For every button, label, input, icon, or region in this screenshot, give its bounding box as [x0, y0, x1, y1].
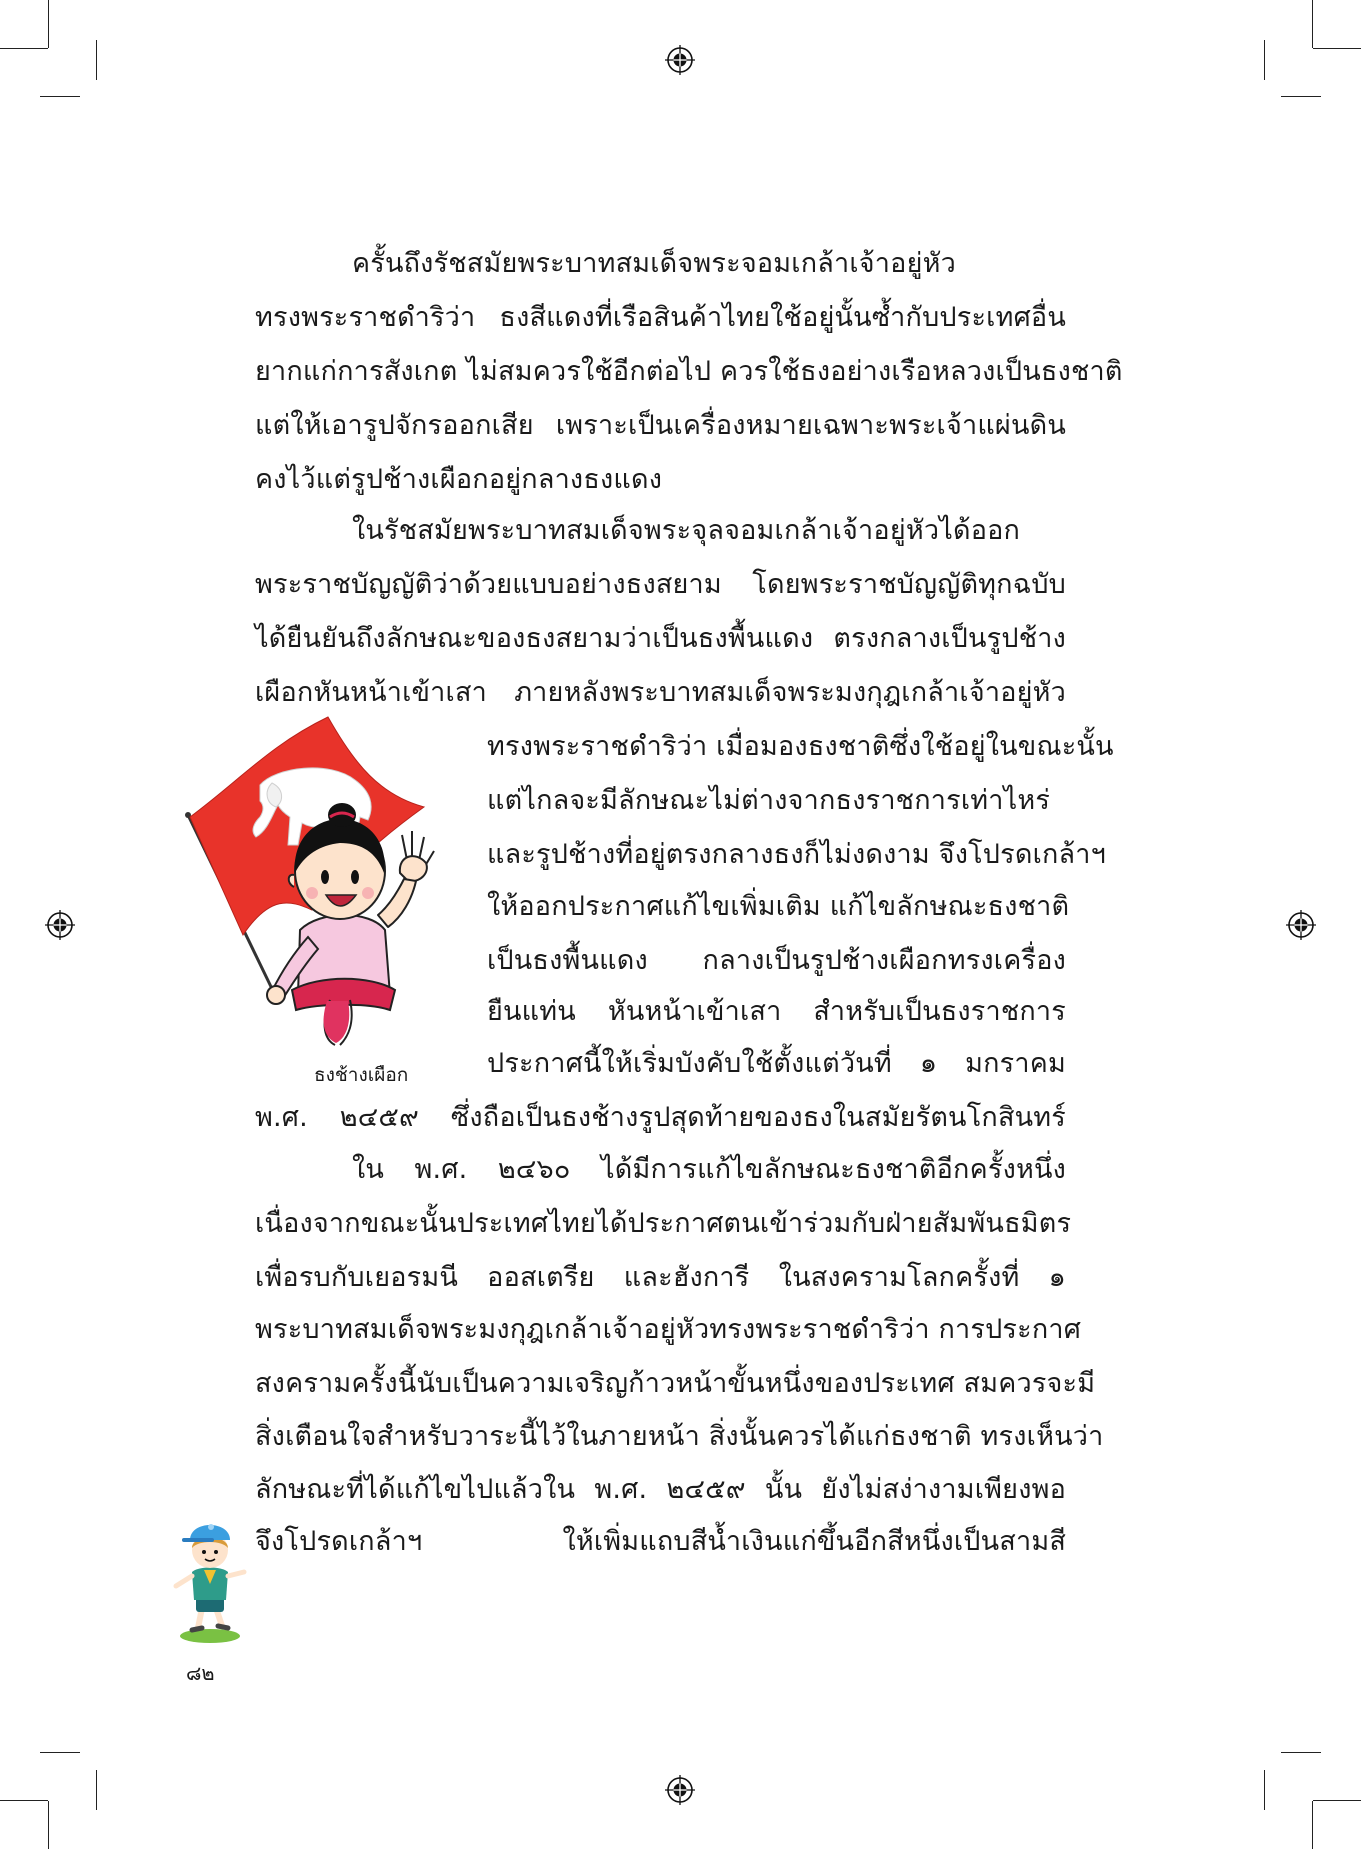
text-line: จึงโปรดเกล้าฯ ให้เพิ่มแถบสีน้ำเงินแก่ขึ้นอีกสีหนึ่งเป็นสามสี: [255, 1526, 1066, 1557]
text-line: และรูปช้างที่อยู่ตรงกลางธงก็ไม่งดงาม จึงโปรดเกล้าฯ: [487, 839, 1107, 870]
crop-mark: [1264, 1770, 1265, 1810]
text-line: ยากแก่การสังเกต ไม่สมควรใช้อีกต่อไป ควรใช้ธงอย่างเรือหลวงเป็นธงชาติ: [255, 356, 1123, 387]
crop-mark: [1313, 1800, 1361, 1801]
crop-mark: [1281, 96, 1321, 97]
crop-mark: [48, 1801, 49, 1849]
text-line: เนื่องจากขณะนั้นประเทศไทยได้ประกาศตนเข้าร่วมกับฝ่ายสัมพันธมิตร: [255, 1208, 1072, 1239]
text-line: ทรงพระราชดำริว่า เมื่อมองธงชาติซึ่งใช้อยู่ในขณะนั้น: [487, 731, 1114, 762]
crop-mark: [40, 96, 80, 97]
page-number: ๘๒: [186, 1661, 215, 1685]
crop-mark: [1264, 40, 1265, 80]
text-line: พระราชบัญญัติว่าด้วยแบบอย่างธงสยาม โดยพระราชบัญญัติทุกฉบับ: [255, 569, 1066, 600]
crop-mark: [1312, 0, 1313, 48]
registration-mark-icon: [1286, 910, 1316, 940]
crop-mark: [96, 40, 97, 80]
text-line: ในรัชสมัยพระบาทสมเด็จพระจุลจอมเกล้าเจ้าอยู่หัวได้ออก: [352, 515, 1021, 546]
text-line: ได้ยืนยันถึงลักษณะของธงสยามว่าเป็นธงพื้นแดง ตรงกลางเป็นรูปช้าง: [255, 623, 1066, 654]
girl-with-elephant-flag-illustration: [180, 705, 450, 1055]
text-line: เผือกหันหน้าเข้าเสา ภายหลังพระบาทสมเด็จพระมงกุฎเกล้าเจ้าอยู่หัว: [255, 677, 1066, 708]
text-line: ทรงพระราชดำริว่า ธงสีแดงที่เรือสินค้าไทยใช้อยู่นั้นซ้ำกับประเทศอื่น: [255, 302, 1066, 333]
text-line: แต่ให้เอารูปจักรออกเสีย เพราะเป็นเครื่องหมายเฉพาะพระเจ้าแผ่นดิน: [255, 410, 1066, 441]
text-line: คงไว้แต่รูปช้างเผือกอยู่กลางธงแดง: [255, 464, 663, 495]
registration-mark-icon: [665, 1775, 695, 1805]
crop-mark: [0, 48, 48, 49]
figure-caption: ธงช้างเผือก: [314, 1064, 409, 1086]
text-line: ประกาศนี้ให้เริ่มบังคับใช้ตั้งแต่วันที่ ๑ มกราคม: [487, 1048, 1066, 1079]
text-line: สงครามครั้งนี้นับเป็นความเจริญก้าวหน้าขั้นหนึ่งของประเทศ สมควรจะมี: [255, 1368, 1096, 1399]
text-line: ใน พ.ศ. ๒๔๖๐ ได้มีการแก้ไขลักษณะธงชาติอีกครั้งหนึ่ง: [352, 1154, 1066, 1185]
boy-scout-mascot-illustration: [170, 1510, 250, 1645]
crop-mark: [48, 0, 49, 48]
text-line: ลักษณะที่ได้แก้ไขไปแล้วใน พ.ศ. ๒๔๕๙ นั้น ยังไม่สง่างามเพียงพอ: [255, 1474, 1066, 1505]
crop-mark: [0, 1800, 48, 1801]
text-line: พระบาทสมเด็จพระมงกุฎเกล้าเจ้าอยู่หัวทรงพระราชดำริว่า การประกาศ: [255, 1314, 1082, 1345]
crop-mark: [1312, 1801, 1313, 1849]
crop-mark: [1313, 48, 1361, 49]
text-line: เพื่อรบกับเยอรมนี ออสเตรีย และฮังการี ในสงครามโลกครั้งที่ ๑: [255, 1262, 1066, 1293]
text-line: ครั้นถึงรัชสมัยพระบาทสมเด็จพระจอมเกล้าเจ้าอยู่หัว: [352, 248, 956, 279]
crop-mark: [1281, 1752, 1321, 1753]
crop-mark: [96, 1770, 97, 1810]
registration-mark-icon: [45, 910, 75, 940]
text-line: ให้ออกประกาศแก้ไขเพิ่มเติม แก้ไขลักษณะธงชาติ: [487, 891, 1070, 922]
text-line: พ.ศ. ๒๔๕๙ ซึ่งถือเป็นธงช้างรูปสุดท้ายของธงในสมัยรัตนโกสินทร์: [255, 1102, 1066, 1133]
text-line: ยืนแท่น หันหน้าเข้าเสา สำหรับเป็นธงราชการ: [487, 996, 1066, 1027]
crop-mark: [40, 1752, 80, 1753]
text-line: แต่ไกลจะมีลักษณะไม่ต่างจากธงราชการเท่าไหร่: [487, 785, 1051, 816]
text-line: เป็นธงพื้นแดง กลางเป็นรูปช้างเผือกทรงเครื่อง: [487, 945, 1066, 976]
registration-mark-icon: [665, 45, 695, 75]
text-line: สิ่งเตือนใจสำหรับวาระนี้ไว้ในภายหน้า สิ่งนั้นควรได้แก่ธงชาติ ทรงเห็นว่า: [255, 1421, 1104, 1452]
